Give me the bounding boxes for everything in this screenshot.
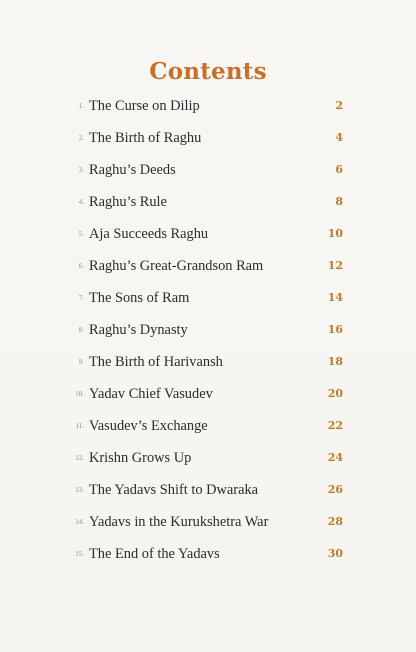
chapter-title: The Sons of Ram — [89, 290, 190, 306]
page-number: 30 — [327, 547, 343, 560]
chapter-title: Raghu’s Dynasty — [89, 322, 188, 338]
chapter-title: Aja Succeeds Raghu — [89, 226, 209, 242]
page-title: Contents — [149, 58, 267, 85]
page-number: 12 — [327, 259, 343, 272]
toc-entry — [0, 354, 416, 378]
chapter-number: 6. — [78, 262, 84, 270]
chapter-number: 15. — [75, 550, 84, 558]
page-number: 28 — [327, 515, 343, 528]
toc-entry — [0, 130, 416, 154]
toc-entry — [0, 514, 416, 538]
toc-entry — [0, 194, 416, 218]
chapter-number: 4. — [78, 198, 84, 206]
chapter-title: Raghu’s Rule — [89, 194, 167, 210]
chapter-title: The End of the Yadavs — [89, 546, 220, 562]
page-number: 10 — [327, 227, 343, 240]
toc-entry — [0, 258, 416, 282]
chapter-number: 5. — [78, 230, 84, 238]
toc-entry — [0, 226, 416, 250]
page-number: 22 — [327, 419, 343, 432]
chapter-number: 3. — [78, 166, 84, 174]
page-number: 18 — [327, 355, 343, 368]
chapter-number: 7. — [78, 294, 84, 302]
toc-entry — [0, 450, 416, 474]
toc-entry — [0, 418, 416, 442]
chapter-number: 9. — [78, 358, 84, 366]
toc-entry — [0, 290, 416, 314]
toc-entry — [0, 386, 416, 410]
page-number: 6 — [335, 163, 343, 176]
chapter-number: 13. — [75, 486, 84, 494]
chapter-title: The Birth of Harivansh — [89, 354, 223, 370]
toc-entry — [0, 482, 416, 506]
chapter-number: 14. — [75, 518, 84, 526]
page-number: 8 — [335, 195, 343, 208]
page-number: 20 — [327, 387, 343, 400]
chapter-number: 1. — [78, 102, 84, 110]
page-number: 2 — [335, 99, 343, 112]
page-number: 26 — [327, 483, 343, 496]
chapter-title: Raghu’s Deeds — [89, 162, 176, 178]
chapter-number: 2. — [78, 134, 84, 142]
chapter-number: 10. — [75, 390, 84, 398]
chapter-title: Yadavs in the Kurukshetra War — [89, 514, 269, 530]
chapter-title: The Curse on Dilip — [89, 98, 200, 114]
chapter-title: The Yadavs Shift to Dwaraka — [89, 482, 259, 498]
page-number: 4 — [335, 131, 343, 144]
toc-entry — [0, 98, 416, 122]
toc-entry — [0, 322, 416, 346]
page-number: 14 — [327, 291, 343, 304]
chapter-title: The Birth of Raghu — [89, 130, 202, 146]
chapter-title: Raghu’s Great-Grandson Ram — [89, 258, 264, 274]
chapter-title: Yadav Chief Vasudev — [89, 386, 213, 402]
chapter-title: Vasudev’s Exchange — [89, 418, 208, 434]
page-number: 24 — [327, 451, 343, 464]
chapter-number: 12. — [75, 454, 84, 462]
chapter-number: 11. — [75, 422, 84, 430]
chapter-title: Krishn Grows Up — [89, 450, 192, 466]
chapter-number: 8. — [78, 326, 84, 334]
toc-entry — [0, 546, 416, 570]
toc-entry — [0, 162, 416, 186]
page-number: 16 — [327, 323, 343, 336]
